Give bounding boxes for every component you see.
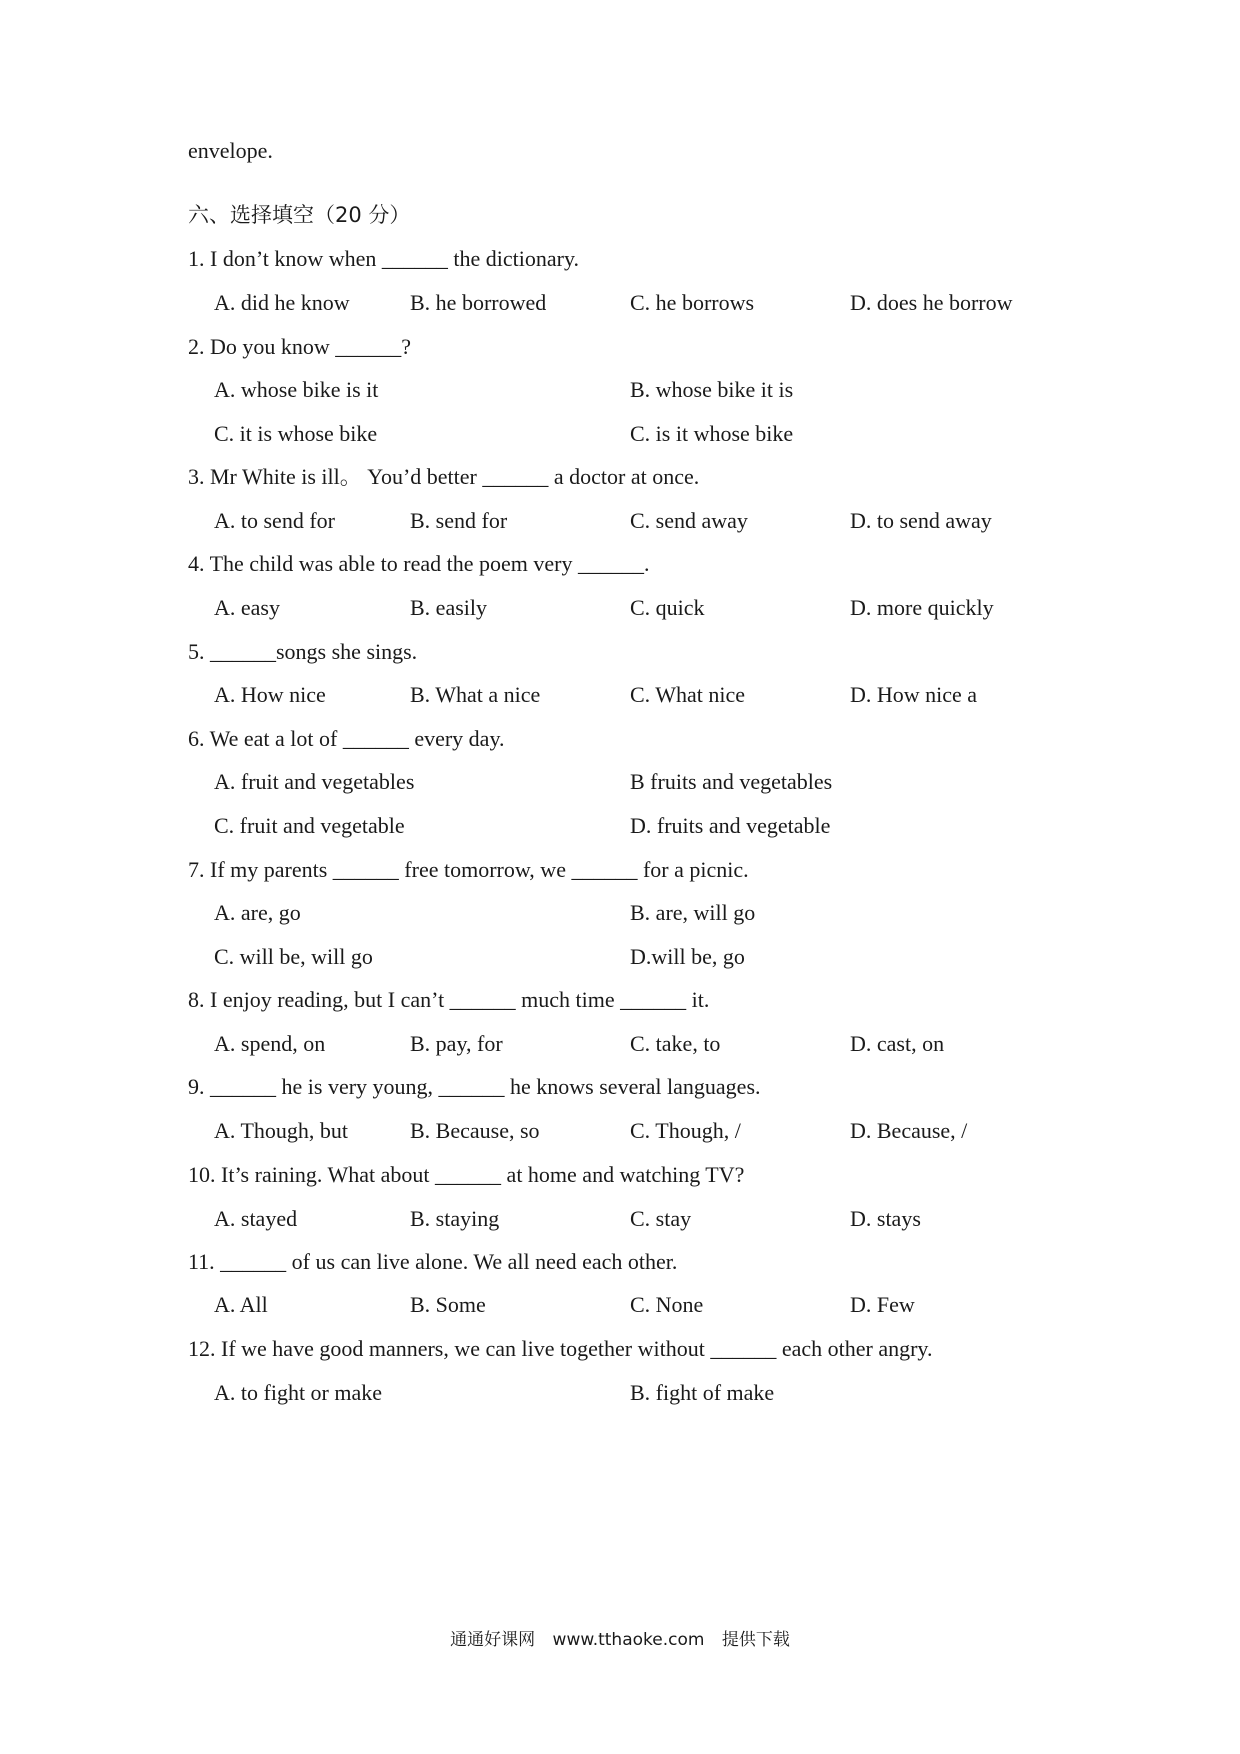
option-row <box>214 375 1074 405</box>
option-d: D. does he borrow <box>850 290 1013 315</box>
option-row <box>214 1116 1074 1146</box>
option-d: D. fruits and vegetable <box>630 813 831 838</box>
option-row <box>214 593 1074 623</box>
footer-site-name: 通通好课网 <box>450 1630 536 1650</box>
option-d: D. to send away <box>850 508 992 533</box>
question-stem: 1. I don’t know when ______ the dictionary. <box>188 246 580 271</box>
option-row <box>214 288 1074 318</box>
question-stem: 10. It’s raining. What about ______ at home and watching TV? <box>188 1162 745 1187</box>
option-row <box>214 680 1074 710</box>
option-b: B fruits and vegetables <box>630 769 833 794</box>
option-b: B. he borrowed <box>410 290 547 315</box>
option-d: D. more quickly <box>850 595 994 620</box>
option-row <box>214 811 1074 841</box>
question-stem: 6. We eat a lot of ______ every day. <box>188 726 505 751</box>
option-d: D. Because, / <box>850 1118 968 1143</box>
option-b: B. What a nice <box>410 682 541 707</box>
option-row <box>214 767 1074 797</box>
question-stem: 11. ______ of us can live alone. We all need each other. <box>188 1249 678 1274</box>
option-d: D. stays <box>850 1206 921 1231</box>
question-stem: 7. If my parents ______ free tomorrow, we ______ for a picnic. <box>188 857 749 882</box>
option-c: C. it is whose bike <box>214 421 378 446</box>
option-row <box>214 506 1074 536</box>
option-row <box>214 419 1074 449</box>
question-stem: 2. Do you know ______? <box>188 334 412 359</box>
option-a: A. All <box>214 1292 268 1317</box>
option-c: C. will be, will go <box>214 944 373 969</box>
option-c: C. he borrows <box>630 290 755 315</box>
option-b: B. pay, for <box>410 1031 503 1056</box>
option-d: D. How nice a <box>850 682 978 707</box>
option-row <box>214 1204 1074 1234</box>
option-a: A. are, go <box>214 900 301 925</box>
option-row <box>214 942 1074 972</box>
footer-tagline: 提供下载 <box>721 1630 790 1650</box>
option-b: B. whose bike it is <box>630 377 794 402</box>
option-d: D. Few <box>850 1292 915 1317</box>
footer-url: www.tthaoke.com <box>552 1630 705 1650</box>
option-a: A. Though, but <box>214 1118 349 1143</box>
option-b: B. fight of make <box>630 1380 775 1405</box>
option-d: D. cast, on <box>850 1031 945 1056</box>
option-a: A. stayed <box>214 1206 298 1231</box>
option-a: A. fruit and vegetables <box>214 769 415 794</box>
option-c: C. What nice <box>630 682 746 707</box>
question-stem: 5. ______songs she sings. <box>188 639 418 664</box>
option-a: A. easy <box>214 595 280 620</box>
option-b: B. send for <box>410 508 508 533</box>
option-c: C. stay <box>630 1206 692 1231</box>
option-row <box>214 1290 1074 1320</box>
option-a: A. How nice <box>214 682 326 707</box>
question-stem: 9. ______ he is very young, ______ he knows several languages. <box>188 1074 761 1099</box>
option-c: C. fruit and vegetable <box>214 813 405 838</box>
option-d: C. is it whose bike <box>630 421 794 446</box>
option-d: D.will be, go <box>630 944 745 969</box>
option-c: C. quick <box>630 595 705 620</box>
continuation-text: envelope. <box>188 138 273 163</box>
option-c: C. Though, / <box>630 1118 741 1143</box>
option-a: A. whose bike is it <box>214 377 379 402</box>
option-b: B. Because, so <box>410 1118 540 1143</box>
question-stem: 3. Mr White is ill。 You’d better ______ a doctor at once. <box>188 464 700 489</box>
page-footer <box>0 1628 1240 1652</box>
option-a: A. to fight or make <box>214 1380 383 1405</box>
option-row <box>214 1029 1074 1059</box>
option-b: B. are, will go <box>630 900 756 925</box>
option-a: A. to send for <box>214 508 335 533</box>
option-a: A. spend, on <box>214 1031 326 1056</box>
option-c: C. None <box>630 1292 704 1317</box>
option-c: C. send away <box>630 508 748 533</box>
question-stem: 8. I enjoy reading, but I can’t ______ much time ______ it. <box>188 987 710 1012</box>
section-title: 六、选择填空（20 分） <box>188 203 411 227</box>
question-stem: 4. The child was able to read the poem very ______. <box>188 551 650 576</box>
question-stem: 12. If we have good manners, we can live together without ______ each other angry. <box>188 1336 933 1361</box>
option-b: B. staying <box>410 1206 500 1231</box>
option-b: B. Some <box>410 1292 486 1317</box>
option-c: C. take, to <box>630 1031 721 1056</box>
option-b: B. easily <box>410 595 487 620</box>
option-row <box>214 1378 1074 1408</box>
option-row <box>214 898 1074 928</box>
option-a: A. did he know <box>214 290 350 315</box>
